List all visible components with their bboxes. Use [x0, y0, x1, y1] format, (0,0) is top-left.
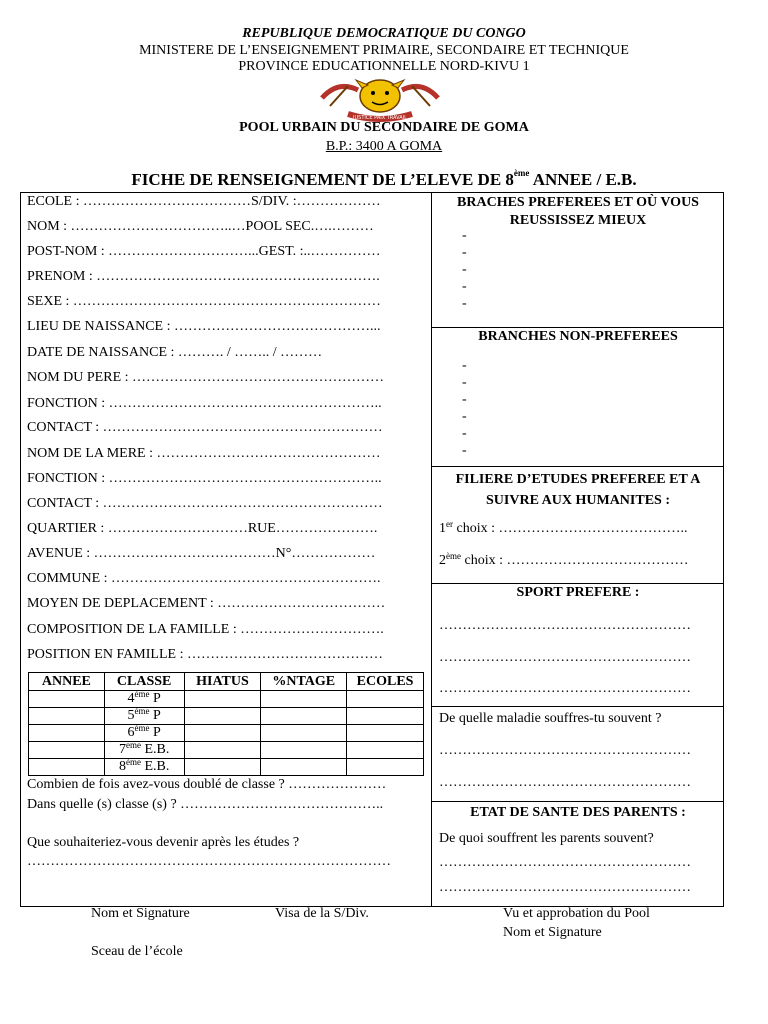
- nonpreferred-dash[interactable]: -: [462, 358, 467, 373]
- table-row: [29, 742, 424, 759]
- field-nom-pere[interactable]: NOM DU PERE : ………………………………………………: [27, 370, 385, 385]
- parents-health-title: ETAT DE SANTE DES PARENTS :: [470, 805, 686, 820]
- first-choice-field[interactable]: 1er choix : …………………………………..: [439, 519, 688, 536]
- sport-title: SPORT PREFERE :: [516, 585, 640, 600]
- preferred-dash[interactable]: -: [462, 228, 467, 243]
- field-post-nom[interactable]: POST-NOM : …………………………...GEST. :..……………: [27, 244, 381, 259]
- nonpreferred-branches-title: BRANCHES NON-PREFEREES: [478, 329, 678, 344]
- preferred-dash[interactable]: -: [462, 245, 467, 260]
- field-composition-famille[interactable]: COMPOSITION DE LA FAMILLE : ………………………….: [27, 622, 384, 637]
- class-cell: 5ème P: [104, 708, 184, 725]
- sport-line[interactable]: ………………………………………………: [439, 650, 691, 665]
- table-row: [29, 708, 424, 725]
- field-moyen-deplacement[interactable]: MOYEN DE DEPLACEMENT : ………………………………: [27, 596, 386, 611]
- table-row: [29, 691, 424, 708]
- illness-question: De quelle maladie souffres-tu souvent ?: [439, 711, 662, 726]
- illness-line[interactable]: ………………………………………………: [439, 743, 691, 758]
- column-divider: [431, 192, 432, 907]
- nonpreferred-dash[interactable]: -: [462, 392, 467, 407]
- preferred-dash[interactable]: -: [462, 262, 467, 277]
- nonpreferred-dash[interactable]: -: [462, 409, 467, 424]
- subdivision-visa-label: Visa de la S/Div.: [275, 906, 369, 921]
- class-cell: 6ème P: [104, 725, 184, 742]
- sport-line[interactable]: ………………………………………………: [439, 618, 691, 633]
- table-row: [29, 759, 424, 776]
- ministry-name: MINISTERE DE L’ENSEIGNEMENT PRIMAIRE, SECONDAIRE ET TECHNIQUE: [139, 43, 629, 58]
- col-header-ecoles: ECOLES: [347, 673, 424, 691]
- second-choice-field[interactable]: 2ème choix : …………………………………: [439, 551, 689, 568]
- form-title: FICHE DE RENSEIGNEMENT DE L’ELEVE DE 8ème ANNEE / E.B.: [131, 168, 637, 189]
- field-avenue[interactable]: AVENUE : …………………………………N°………………: [27, 546, 376, 561]
- preferred-dash[interactable]: -: [462, 279, 467, 294]
- question-become: Que souhaiteriez-vous devenir après les études ?: [27, 835, 300, 850]
- emblem-motto: JUSTICE PAIX TRAVAIL: [353, 115, 407, 121]
- field-commune[interactable]: COMMUNE : ………………………………………………….: [27, 571, 381, 586]
- postal-box: B.P.: 3400 A GOMA: [325, 139, 443, 154]
- sport-line[interactable]: ………………………………………………: [439, 681, 691, 696]
- answer-become-line[interactable]: ……………………………………………………………………: [27, 854, 391, 869]
- field-contact-mere[interactable]: CONTACT : ……………………………………………………: [27, 496, 383, 511]
- field-fonction-pere[interactable]: FONCTION : …………………………………………………..: [27, 396, 382, 411]
- question-which-class[interactable]: Dans quelle (s) classe (s) ? ……………………………………..: [27, 797, 384, 812]
- class-cell: 7eme E.B.: [104, 742, 184, 759]
- country-name: REPUBLIQUE DEMOCRATIQUE DU CONGO: [242, 26, 526, 41]
- field-sexe[interactable]: SEXE : …………………………………………………………: [27, 294, 381, 309]
- school-seal-label: Sceau de l’école: [91, 944, 183, 959]
- field-date-naissance[interactable]: DATE DE NAISSANCE : ………. / …….. / ………: [27, 345, 323, 360]
- table-row: [29, 725, 424, 742]
- school-history-table: [28, 672, 424, 776]
- class-cell: 4ème P: [104, 691, 184, 708]
- field-nom-mere[interactable]: NOM DE LA MERE : …………………………………………: [27, 446, 381, 461]
- nonpreferred-dash[interactable]: -: [462, 426, 467, 441]
- field-fonction-mere[interactable]: FONCTION : …………………………………………………..: [27, 471, 382, 486]
- filiere-title: FILIERE D’ETUDES PREFEREE ET A SUIVRE AUX HUMANITES :: [455, 472, 701, 508]
- preferred-branches-title: BRACHES PREFEREES ET OÙ VOUS REUSSISSEZ MIEUX: [457, 195, 699, 228]
- pool-approval-label: Vu et approbation du Pool: [503, 906, 650, 921]
- nonpreferred-dash[interactable]: -: [462, 375, 467, 390]
- parents-health-line[interactable]: ………………………………………………: [439, 855, 691, 870]
- col-header-classe: CLASSE: [104, 673, 184, 691]
- field-prenom[interactable]: PRENOM : …………………………………………………….: [27, 269, 380, 284]
- field-ecole[interactable]: ECOLE : ………………………………S/DIV. :………………: [27, 194, 381, 209]
- col-header-annee: ANNEE: [29, 673, 105, 691]
- parents-health-line[interactable]: ………………………………………………: [439, 880, 691, 895]
- col-header-pourcentage: %NTAGE: [261, 673, 347, 691]
- pool-name: POOL URBAIN DU SECONDAIRE DE GOMA: [239, 120, 529, 135]
- field-contact-pere[interactable]: CONTACT : ……………………………………………………: [27, 420, 383, 435]
- preferred-dash[interactable]: -: [462, 296, 467, 311]
- parents-health-question: De quoi souffrent les parents souvent?: [439, 831, 654, 846]
- class-cell: 8ème E.B.: [104, 759, 184, 776]
- field-position-famille[interactable]: POSITION EN FAMILLE : ……………………………………: [27, 647, 383, 662]
- field-quartier[interactable]: QUARTIER : …………………………RUE………………….: [27, 521, 378, 536]
- coat-of-arms-emblem: [318, 76, 442, 122]
- school-signature-label: Nom et Signature: [91, 906, 190, 921]
- province-name: PROVINCE EDUCATIONNELLE NORD-KIVU 1: [238, 59, 530, 74]
- pool-signature-label: Nom et Signature: [503, 925, 602, 940]
- question-doubled[interactable]: Combien de fois avez-vous doublé de classe ? …………………: [27, 777, 387, 792]
- illness-line[interactable]: ………………………………………………: [439, 775, 691, 790]
- col-header-hiatus: HIATUS: [184, 673, 261, 691]
- field-nom[interactable]: NOM : ……………………………..…POOL SEC.….………: [27, 219, 374, 234]
- nonpreferred-dash[interactable]: -: [462, 443, 467, 458]
- field-lieu-naissance[interactable]: LIEU DE NAISSANCE : ……………………………………...: [27, 319, 381, 334]
